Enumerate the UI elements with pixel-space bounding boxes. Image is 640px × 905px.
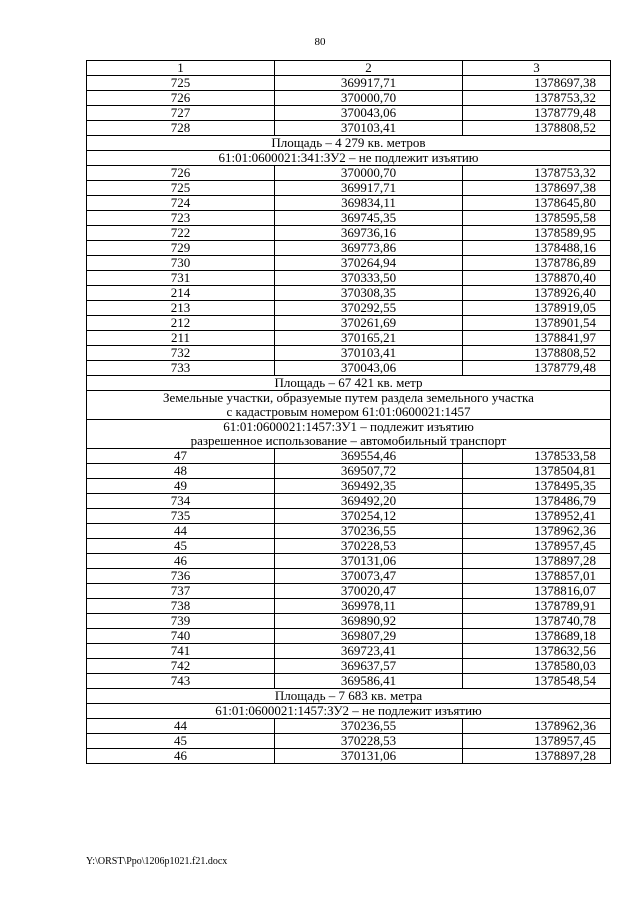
x-coordinate-cell: 370264,94	[275, 256, 463, 271]
x-coordinate-cell: 369554,46	[275, 449, 463, 464]
y-coordinate-cell: 1378870,40	[463, 271, 611, 286]
point-number-cell: 741	[87, 644, 275, 659]
x-coordinate-cell: 370000,70	[275, 166, 463, 181]
section-caption-line: 61:01:0600021:1457:ЗУ1 – подлежит изъятию	[223, 419, 474, 434]
point-number-cell: 732	[87, 346, 275, 361]
section-caption-row	[87, 151, 611, 166]
table-row	[87, 271, 611, 286]
y-coordinate-cell: 1378504,81	[463, 464, 611, 479]
table-row	[87, 76, 611, 91]
section-caption-line: 61:01:0600021:341:ЗУ2 – не подлежит изъятию	[218, 150, 479, 165]
x-coordinate-cell: 369723,41	[275, 644, 463, 659]
x-coordinate-cell: 370103,41	[275, 346, 463, 361]
x-coordinate-cell: 369773,86	[275, 241, 463, 256]
x-coordinate-cell: 370308,35	[275, 286, 463, 301]
x-coordinate-cell: 370292,55	[275, 301, 463, 316]
table-row	[87, 166, 611, 181]
table-row	[87, 361, 611, 376]
y-coordinate-cell: 1378919,05	[463, 301, 611, 316]
table-row	[87, 584, 611, 599]
header-col-2: 2	[275, 61, 463, 76]
x-coordinate-cell: 370261,69	[275, 316, 463, 331]
x-coordinate-cell: 370103,41	[275, 121, 463, 136]
point-number-cell: 45	[87, 734, 275, 749]
point-number-cell: 44	[87, 719, 275, 734]
section-caption-line: разрешенное использование – автомобильный транспорт	[190, 433, 507, 448]
table-row	[87, 734, 611, 749]
table-row	[87, 644, 611, 659]
y-coordinate-cell: 1378897,28	[463, 554, 611, 569]
footer-file-path: Y:\ORST\Ppo\1206p1021.f21.docx	[86, 856, 228, 867]
section-caption-row	[87, 689, 611, 704]
section-caption	[87, 136, 611, 151]
section-caption-line: Площадь – 7 683 кв. метра	[274, 688, 423, 703]
point-number-cell: 48	[87, 464, 275, 479]
point-number-cell: 214	[87, 286, 275, 301]
x-coordinate-cell: 370043,06	[275, 361, 463, 376]
y-coordinate-cell: 1378926,40	[463, 286, 611, 301]
y-coordinate-cell: 1378697,38	[463, 76, 611, 91]
table-row	[87, 524, 611, 539]
point-number-cell: 731	[87, 271, 275, 286]
table-row	[87, 464, 611, 479]
table-row	[87, 554, 611, 569]
point-number-cell: 45	[87, 539, 275, 554]
point-number-cell: 743	[87, 674, 275, 689]
x-coordinate-cell: 369586,41	[275, 674, 463, 689]
x-coordinate-cell: 370043,06	[275, 106, 463, 121]
table-row	[87, 629, 611, 644]
section-caption-line: 61:01:0600021:1457:ЗУ2 – не подлежит изъятию	[215, 703, 482, 718]
y-coordinate-cell: 1378952,41	[463, 509, 611, 524]
table-row	[87, 91, 611, 106]
section-caption	[87, 420, 611, 449]
section-caption-row	[87, 420, 611, 449]
table-row	[87, 346, 611, 361]
table-row	[87, 719, 611, 734]
coordinates-table	[86, 60, 611, 764]
section-caption-line: Земельные участки, образуемые путем раздела земельного участка	[163, 390, 534, 405]
y-coordinate-cell: 1378488,16	[463, 241, 611, 256]
table-row	[87, 301, 611, 316]
y-coordinate-cell: 1378901,54	[463, 316, 611, 331]
y-coordinate-cell: 1378589,95	[463, 226, 611, 241]
point-number-cell: 47	[87, 449, 275, 464]
section-caption	[87, 376, 611, 391]
section-caption-line: с кадастровым номером 61:01:0600021:1457	[226, 404, 471, 419]
x-coordinate-cell: 370165,21	[275, 331, 463, 346]
point-number-cell: 742	[87, 659, 275, 674]
section-caption-row	[87, 376, 611, 391]
point-number-cell: 726	[87, 91, 275, 106]
y-coordinate-cell: 1378786,89	[463, 256, 611, 271]
header-col-3: 3	[463, 61, 611, 76]
y-coordinate-cell: 1378580,03	[463, 659, 611, 674]
y-coordinate-cell: 1378486,79	[463, 494, 611, 509]
x-coordinate-cell: 370131,06	[275, 749, 463, 764]
x-coordinate-cell: 369890,92	[275, 614, 463, 629]
y-coordinate-cell: 1378632,56	[463, 644, 611, 659]
table-row	[87, 241, 611, 256]
table-row	[87, 286, 611, 301]
y-coordinate-cell: 1378533,58	[463, 449, 611, 464]
table-row	[87, 569, 611, 584]
x-coordinate-cell: 369745,35	[275, 211, 463, 226]
x-coordinate-cell: 370020,47	[275, 584, 463, 599]
point-number-cell: 46	[87, 749, 275, 764]
table-row	[87, 749, 611, 764]
page-number: 80	[314, 36, 326, 48]
header-col-1: 1	[87, 61, 275, 76]
y-coordinate-cell: 1378841,97	[463, 331, 611, 346]
x-coordinate-cell: 369492,35	[275, 479, 463, 494]
point-number-cell: 735	[87, 509, 275, 524]
point-number-cell: 728	[87, 121, 275, 136]
point-number-cell: 729	[87, 241, 275, 256]
point-number-cell: 722	[87, 226, 275, 241]
y-coordinate-cell: 1378753,32	[463, 91, 611, 106]
table-row	[87, 659, 611, 674]
table-row	[87, 479, 611, 494]
y-coordinate-cell: 1378789,91	[463, 599, 611, 614]
x-coordinate-cell: 370228,53	[275, 734, 463, 749]
table-row	[87, 599, 611, 614]
section-caption	[87, 391, 611, 420]
y-coordinate-cell: 1378548,54	[463, 674, 611, 689]
point-number-cell: 723	[87, 211, 275, 226]
table-row	[87, 539, 611, 554]
point-number-cell: 725	[87, 76, 275, 91]
y-coordinate-cell: 1378897,28	[463, 749, 611, 764]
point-number-cell: 740	[87, 629, 275, 644]
table-row	[87, 181, 611, 196]
y-coordinate-cell: 1378645,80	[463, 196, 611, 211]
table-row	[87, 316, 611, 331]
section-caption-row	[87, 704, 611, 719]
table-row	[87, 674, 611, 689]
y-coordinate-cell: 1378808,52	[463, 121, 611, 136]
table-header-row	[87, 61, 611, 76]
table-row	[87, 196, 611, 211]
point-number-cell: 727	[87, 106, 275, 121]
y-coordinate-cell: 1378689,18	[463, 629, 611, 644]
y-coordinate-cell: 1378857,01	[463, 569, 611, 584]
section-caption-line: Площадь – 4 279 кв. метров	[271, 135, 426, 150]
x-coordinate-cell: 370236,55	[275, 719, 463, 734]
y-coordinate-cell: 1378816,07	[463, 584, 611, 599]
point-number-cell: 736	[87, 569, 275, 584]
table-row	[87, 106, 611, 121]
y-coordinate-cell: 1378697,38	[463, 181, 611, 196]
x-coordinate-cell: 370131,06	[275, 554, 463, 569]
x-coordinate-cell: 369807,29	[275, 629, 463, 644]
table-row	[87, 331, 611, 346]
section-caption	[87, 151, 611, 166]
x-coordinate-cell: 369637,57	[275, 659, 463, 674]
y-coordinate-cell: 1378957,45	[463, 734, 611, 749]
table-row	[87, 509, 611, 524]
table-row	[87, 449, 611, 464]
point-number-cell: 737	[87, 584, 275, 599]
section-caption	[87, 689, 611, 704]
table-row	[87, 226, 611, 241]
x-coordinate-cell: 370000,70	[275, 91, 463, 106]
y-coordinate-cell: 1378595,58	[463, 211, 611, 226]
x-coordinate-cell: 370333,50	[275, 271, 463, 286]
section-caption-line: Площадь – 67 421 кв. метр	[274, 375, 423, 390]
point-number-cell: 49	[87, 479, 275, 494]
y-coordinate-cell: 1378962,36	[463, 524, 611, 539]
x-coordinate-cell: 369492,20	[275, 494, 463, 509]
point-number-cell: 726	[87, 166, 275, 181]
point-number-cell: 44	[87, 524, 275, 539]
x-coordinate-cell: 369978,11	[275, 599, 463, 614]
x-coordinate-cell: 369917,71	[275, 181, 463, 196]
x-coordinate-cell: 370254,12	[275, 509, 463, 524]
y-coordinate-cell: 1378957,45	[463, 539, 611, 554]
table-row	[87, 121, 611, 136]
x-coordinate-cell: 369736,16	[275, 226, 463, 241]
section-caption	[87, 704, 611, 719]
y-coordinate-cell: 1378740,78	[463, 614, 611, 629]
table-row	[87, 614, 611, 629]
point-number-cell: 725	[87, 181, 275, 196]
x-coordinate-cell: 369834,11	[275, 196, 463, 211]
table-row	[87, 211, 611, 226]
point-number-cell: 733	[87, 361, 275, 376]
x-coordinate-cell: 370228,53	[275, 539, 463, 554]
point-number-cell: 211	[87, 331, 275, 346]
point-number-cell: 739	[87, 614, 275, 629]
point-number-cell: 213	[87, 301, 275, 316]
x-coordinate-cell: 370236,55	[275, 524, 463, 539]
section-caption-row	[87, 136, 611, 151]
x-coordinate-cell: 369507,72	[275, 464, 463, 479]
point-number-cell: 738	[87, 599, 275, 614]
table-row	[87, 256, 611, 271]
y-coordinate-cell: 1378779,48	[463, 106, 611, 121]
point-number-cell: 724	[87, 196, 275, 211]
section-caption-row	[87, 391, 611, 420]
point-number-cell: 212	[87, 316, 275, 331]
point-number-cell: 46	[87, 554, 275, 569]
y-coordinate-cell: 1378495,35	[463, 479, 611, 494]
x-coordinate-cell: 370073,47	[275, 569, 463, 584]
y-coordinate-cell: 1378753,32	[463, 166, 611, 181]
point-number-cell: 734	[87, 494, 275, 509]
x-coordinate-cell: 369917,71	[275, 76, 463, 91]
coordinates-table-body	[87, 61, 611, 764]
point-number-cell: 730	[87, 256, 275, 271]
y-coordinate-cell: 1378808,52	[463, 346, 611, 361]
y-coordinate-cell: 1378962,36	[463, 719, 611, 734]
y-coordinate-cell: 1378779,48	[463, 361, 611, 376]
table-row	[87, 494, 611, 509]
